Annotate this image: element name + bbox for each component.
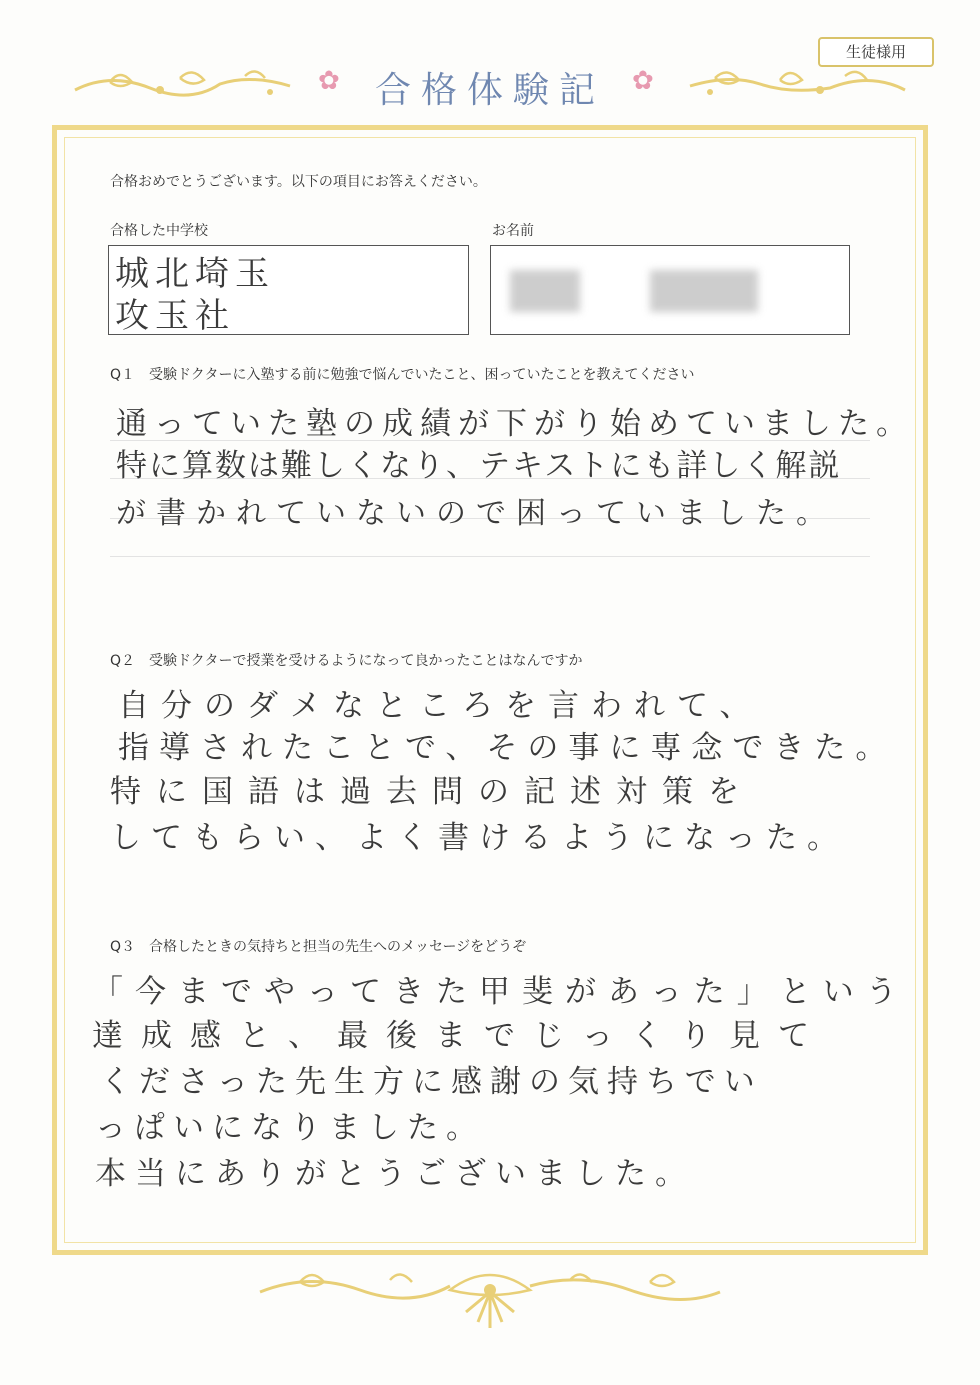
bottom-ornament (250, 1262, 730, 1342)
flower-icon-left: ✿ (318, 66, 340, 96)
question-2: Q２ 受験ドクターで授業を受けるようになって良かったことはなんですか (110, 653, 583, 669)
answer-1-line-1: 通っていた塾の成績が下がり始めていました。 (116, 406, 914, 442)
answer-1-line-2: 特に算数は難しくなり、テキストにも詳しく解説 (116, 448, 842, 484)
question-3: Q３ 合格したときの気持ちと担当の先生へのメッセージをどうぞ (110, 939, 527, 955)
answer-rule (110, 556, 870, 557)
name-label: お名前 (492, 223, 534, 239)
intro-text: 合格おめでとうございます。以下の項目にお答えください。 (110, 174, 487, 190)
answer-2-line-4: してもらい、よく書けるようになった。 (110, 820, 848, 856)
answer-3-line-1: 「今までやってきた甲斐があった」という (92, 974, 909, 1010)
page-title: 合格体験記 (374, 70, 605, 111)
answer-1-line-3: が書かれていないので困っていました。 (116, 496, 836, 531)
school-label: 合格した中学校 (110, 223, 208, 239)
school-value-line-2: 攻玉社 (115, 296, 235, 336)
answer-3-line-5: 本当にありがとうございました。 (95, 1156, 695, 1192)
flower-icon-right: ✿ (632, 66, 654, 96)
answer-2-line-3: 特に国語は過去問の記述対策を (110, 774, 754, 810)
answer-3-line-3: くださった先生方に感謝の気持ちでい (100, 1064, 763, 1100)
student-use-badge: 生徒様用 (818, 37, 934, 67)
answer-3-line-2: 達成感と、最後までじっくり見て (92, 1018, 827, 1054)
answer-3-line-4: っぱいになりました。 (95, 1110, 485, 1146)
redacted-name-part-2 (650, 270, 758, 312)
answer-2-line-1: 自分のダメなところを言われて、 (118, 688, 763, 724)
school-value-line-1: 城北埼玉 (115, 254, 275, 294)
redacted-name-part-1 (510, 270, 580, 312)
question-1: Q１ 受験ドクターに入塾する前に勉強で悩んでいたこと、困っていたことを教えてください (110, 367, 695, 383)
answer-2-line-2: 指導されたことで、その事に専念できた。 (118, 730, 897, 766)
